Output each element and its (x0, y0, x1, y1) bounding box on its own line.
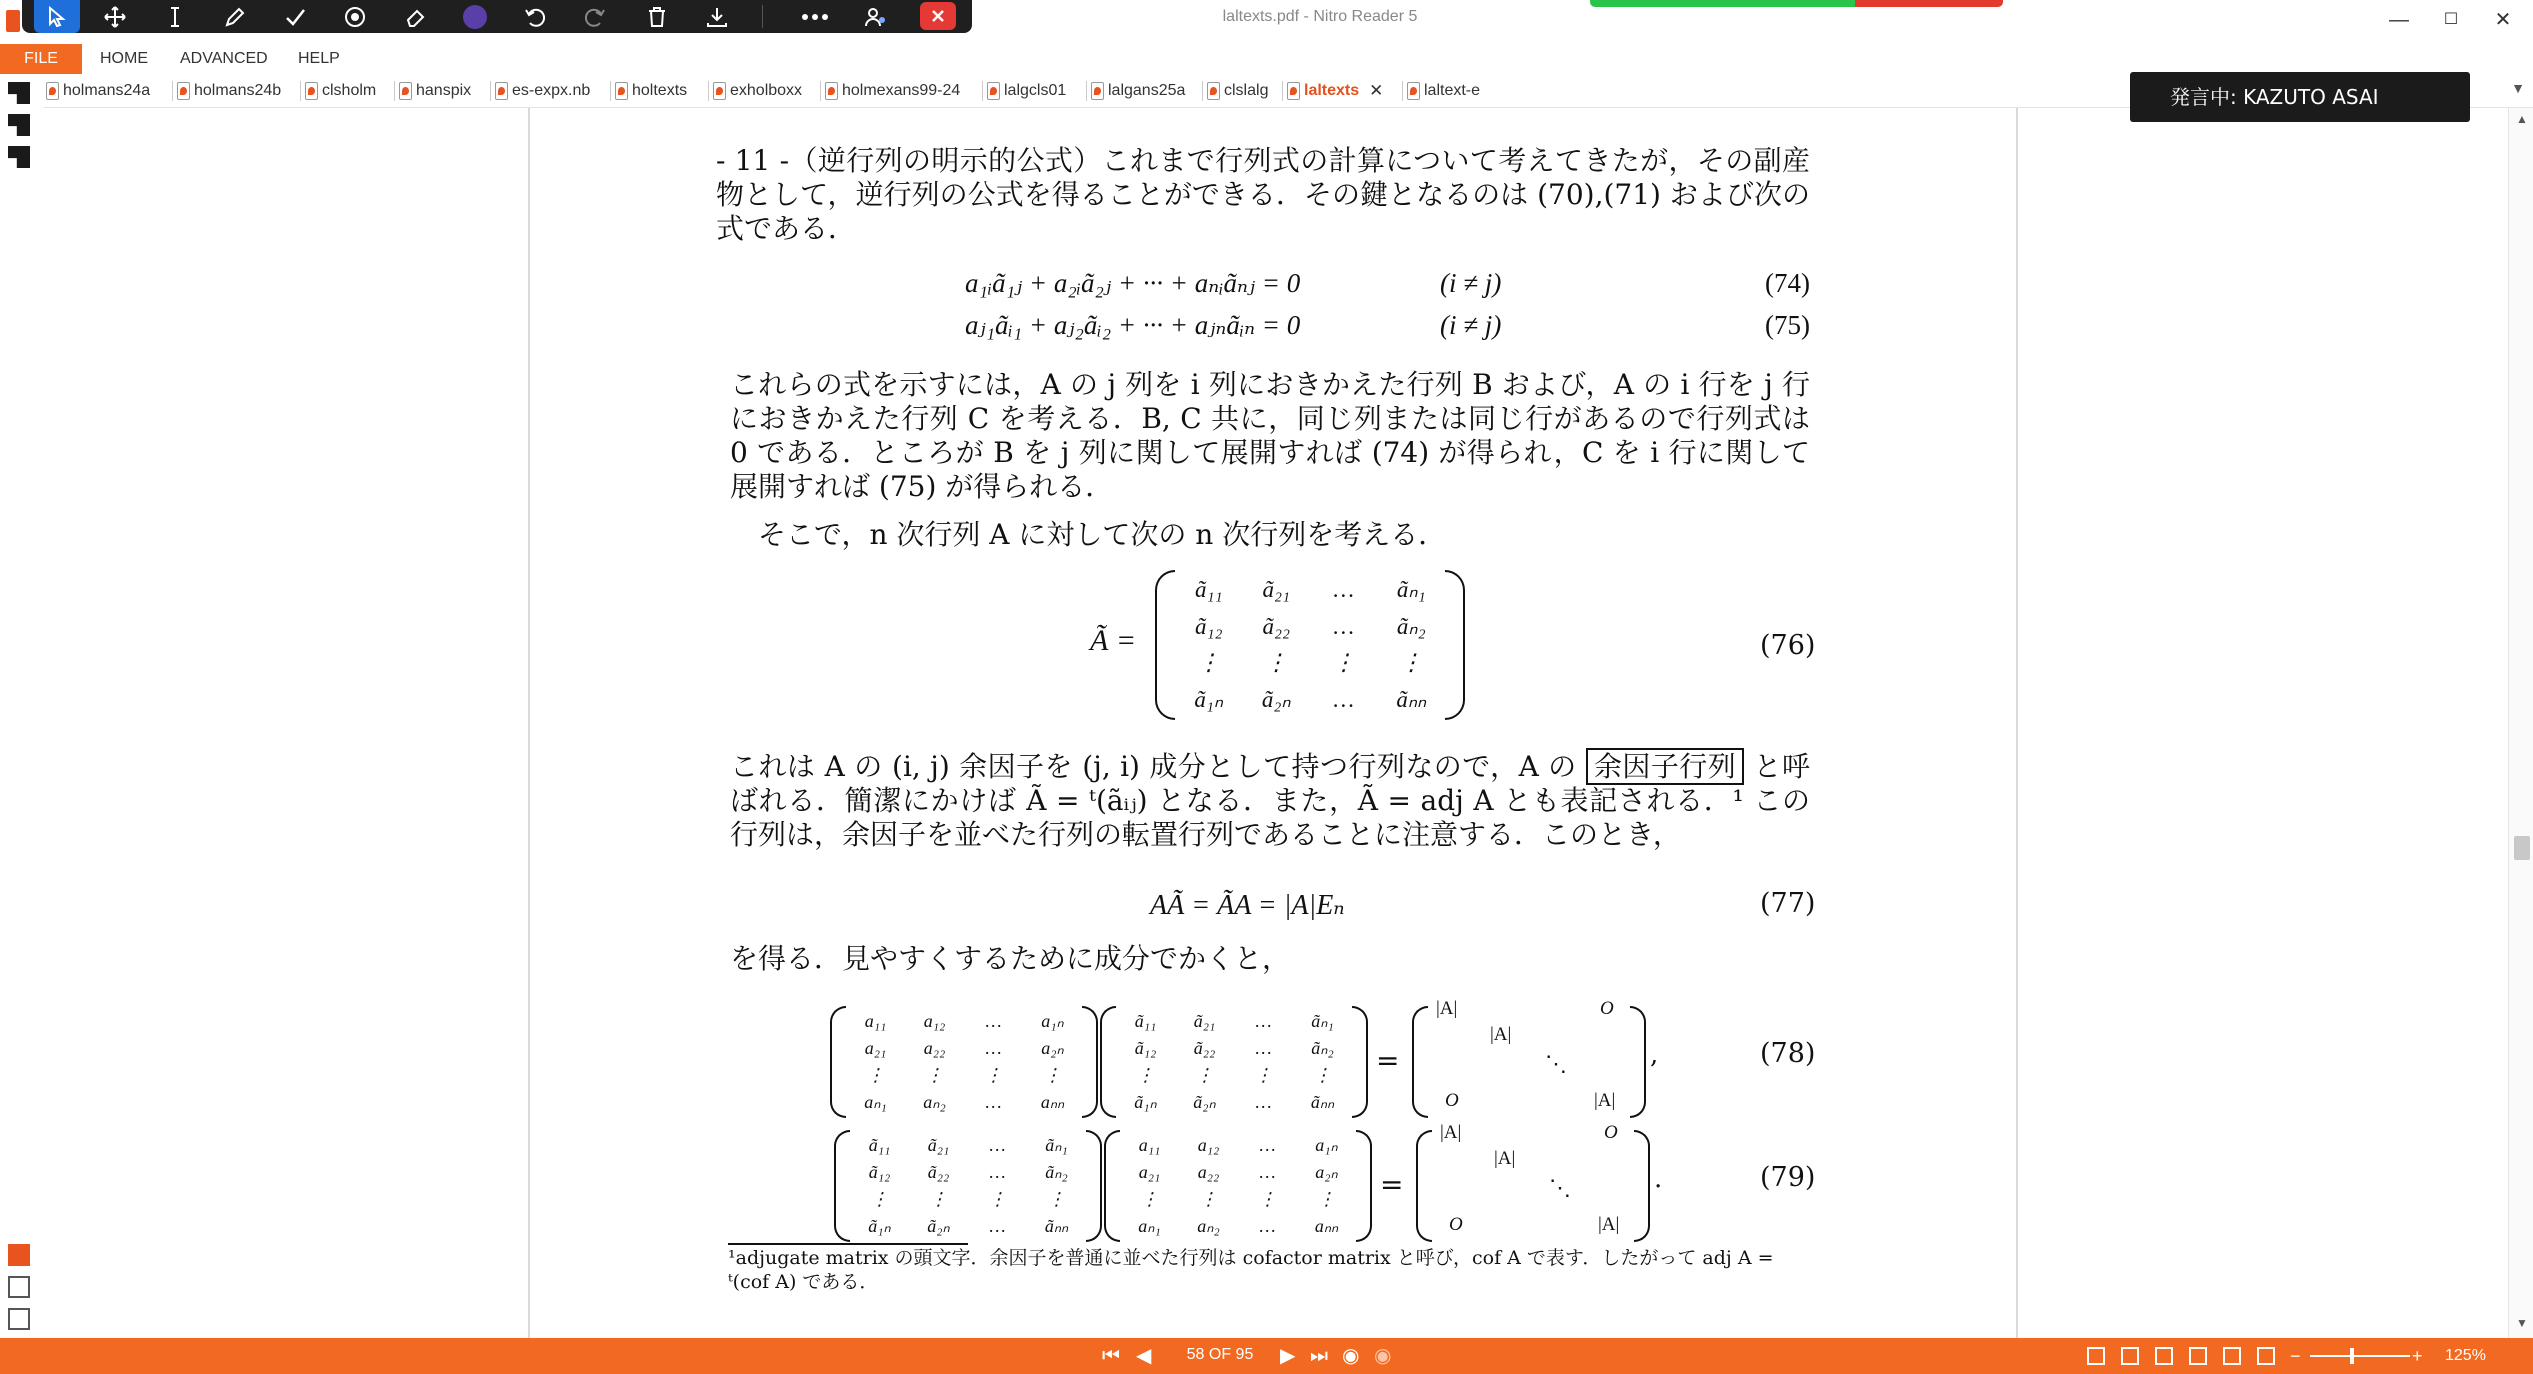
matrix-entry: ã₁₁ (1195, 577, 1223, 603)
pen-icon[interactable] (212, 0, 258, 33)
tab-divider (490, 81, 491, 101)
zero-block: O (1445, 1090, 1459, 1111)
zero-block: O (1600, 998, 1614, 1019)
paragraph-adjugate-text-a: これは A の (i, j) 余因子を (j, i) 成分として持つ行列なので，A の (730, 750, 1577, 783)
comments-panel-icon[interactable] (8, 146, 30, 168)
matrix-entry: … (1333, 686, 1354, 712)
tab-holmexans99-24[interactable] (820, 76, 960, 106)
matrix-adjugate-79 (850, 1132, 1086, 1240)
tab-label: clsholm (322, 82, 377, 99)
matrix-entry: ⋮ (925, 1065, 944, 1085)
matrix-adjugate-78 (1116, 1008, 1352, 1116)
matrix-paren-right (1356, 1130, 1372, 1242)
matrix-entry: ⋮ (929, 1189, 948, 1209)
matrix-entry: … (1259, 1162, 1276, 1182)
diagonal-dots: ⋱ (1545, 1052, 1567, 1077)
equation-78-number: (78) (1760, 1038, 1816, 1069)
paragraph-intro: - 11 -（逆行列の明示的公式）これまで行列式の計算について考えてきたが，その副産物として，逆行列の公式を得ることができる．その鍵となるのは (70),(71) および次の式である． (716, 144, 1810, 245)
matrix-entry: a₁₁ (864, 1011, 887, 1031)
matrix-entry: ⋮ (1195, 1065, 1214, 1085)
scroll-thumb[interactable] (2514, 836, 2530, 860)
paragraph-adjugate (730, 750, 1810, 852)
matrix-paren-left (1104, 1130, 1120, 1242)
matrix-entry: ⋮ (1047, 1189, 1066, 1209)
footnote: ¹adjugate matrix の頭文字．余因子を普通に並べた行列は cofactor matrix と呼び，cof A で表す．したがって adj A = ᵗ(cof A) である． (728, 1247, 1774, 1293)
tab-divider (1086, 81, 1087, 101)
back-view-icon[interactable]: ◉ (1342, 1345, 1360, 1367)
tab-overflow-chevron-icon[interactable]: ▼ (2511, 80, 2525, 96)
window-title: laltexts.pdf - Nitro Reader 5 (1222, 8, 1418, 25)
tab-label: lalgans25a (1108, 82, 1186, 99)
delete-icon[interactable] (634, 0, 680, 33)
diag-entry: |A| (1440, 1122, 1462, 1143)
matrix-paren-left (830, 1006, 846, 1118)
vertical-scrollbar[interactable] (2508, 108, 2533, 1338)
tab-lalgcls01[interactable] (982, 76, 1066, 106)
people-icon[interactable] (852, 0, 898, 33)
matrix-entry: aₙ₂ (1197, 1216, 1220, 1236)
matrix-entry: a₁₂ (1197, 1135, 1220, 1155)
adjugate-matrix-76 (1175, 572, 1445, 718)
tab-laltext-e[interactable] (1402, 76, 1480, 106)
undo-icon[interactable] (512, 0, 558, 33)
select-icon[interactable] (34, 0, 80, 33)
equation-75-number: (75) (1765, 310, 1810, 340)
paragraph-consider: そこで，n 次行列 A に対して次の n 次行列を考える． (758, 518, 1447, 551)
matrix-entry: ãₙ₁ (1311, 1011, 1334, 1031)
equation-75 (700, 310, 1810, 350)
matrix-entry: a₁₂ (923, 1011, 946, 1031)
tab-divider (300, 81, 301, 101)
fit-page-icon[interactable] (2257, 1347, 2275, 1365)
matrix-entry: ã₁ₙ (868, 1216, 891, 1236)
matrix-entry: ã₂₂ (1262, 613, 1290, 639)
pages-panel-icon[interactable] (8, 82, 30, 104)
matrix-entry: ⋮ (1140, 1189, 1159, 1209)
tab-holmans24b[interactable] (172, 76, 281, 106)
tab-divider (1402, 81, 1403, 101)
equation-76-lhs: Ã = (1090, 624, 1137, 657)
diag-entry: |A| (1594, 1090, 1616, 1111)
close-tab-icon[interactable]: ✕ (1369, 81, 1384, 100)
matrix-entry: ã₂₂ (1193, 1038, 1216, 1058)
tab-label: laltexts (1304, 82, 1360, 99)
tab-label: holmexans99-24 (842, 82, 961, 99)
toolbar-divider (762, 5, 763, 28)
matrix-paren-right (1634, 1130, 1650, 1242)
scroll-up-icon[interactable]: ▲ (2516, 112, 2528, 126)
matrix-entry: ã₁₁ (868, 1135, 891, 1155)
zoom-level[interactable]: 125% (2445, 1347, 2486, 1364)
matrix-entry: a₁ₙ (1041, 1011, 1064, 1031)
matrix-paren-left (1412, 1006, 1428, 1118)
annotation-toolbar (22, 0, 972, 33)
tab-divider (394, 81, 395, 101)
app-logo-icon (6, 10, 20, 32)
tab-label: lalgcls01 (1004, 82, 1067, 99)
menu-advanced[interactable]: ADVANCED (180, 50, 268, 67)
status-bar (0, 1338, 2533, 1374)
pdf-file-icon (1091, 82, 1104, 100)
matrix-entry: ⋮ (866, 1065, 885, 1085)
text-cursor-icon[interactable] (152, 0, 198, 33)
tab-holmans24a[interactable] (46, 76, 150, 106)
equation-75-body: aⱼ₁ãᵢ₁ + aⱼ₂ãᵢ₂ + ··· + aⱼₙãᵢₙ = 0 (965, 310, 1301, 340)
fit-width-icon[interactable] (2223, 1347, 2241, 1365)
matrix-entry: ã₁₂ (868, 1162, 891, 1182)
matrix-entry: ⋮ (1264, 650, 1288, 676)
matrix-paren-right (1352, 1006, 1368, 1118)
tab-label: holtexts (632, 82, 688, 99)
matrix-entry: ãₙ₂ (1396, 613, 1426, 639)
list-panel-icon[interactable] (8, 1308, 30, 1330)
matrix-entry: ã₂ₙ (1261, 686, 1291, 712)
matrix-entry: aₙ₁ (864, 1092, 887, 1112)
equation-74-body: a₁ᵢã₁ⱼ + a₂ᵢã₂ⱼ + ··· + aₙᵢãₙⱼ = 0 (965, 268, 1301, 298)
minimize-button[interactable]: — (2389, 9, 2409, 31)
zoom-out-button[interactable]: − (2290, 1346, 2301, 1366)
pdf-file-icon (46, 82, 59, 100)
meeting-progress-green (1590, 0, 1855, 7)
matrix-entry: … (1259, 1135, 1276, 1155)
matrix-entry: ãₙ₁ (1396, 577, 1426, 603)
previous-page-icon[interactable]: ◀ (1136, 1345, 1152, 1367)
pdf-file-icon (177, 82, 190, 100)
equation-79-number: (79) (1760, 1162, 1816, 1193)
matrix-entry: aₙₙ (1314, 1216, 1339, 1236)
tab-divider (172, 81, 173, 101)
page-edge-right (2016, 108, 2018, 1338)
tab-clsholm[interactable] (300, 76, 376, 106)
zero-block: O (1449, 1214, 1463, 1235)
check-icon[interactable] (272, 0, 318, 33)
tab-exholboxx[interactable] (708, 76, 802, 106)
matrix-entry: ãₙₙ (1396, 686, 1427, 712)
menu-home[interactable]: HOME (100, 50, 148, 67)
equals-sign: = (1380, 1168, 1404, 1201)
next-page-icon[interactable]: ▶ (1280, 1345, 1296, 1367)
matrix-entry: … (985, 1038, 1002, 1058)
matrix-entry: ⋮ (1254, 1065, 1273, 1085)
output-panel-icon[interactable] (8, 1276, 30, 1298)
tab-label: clslalg (1224, 82, 1269, 99)
matrix-a-78 (846, 1008, 1082, 1116)
eraser-icon[interactable] (392, 0, 438, 33)
matrix-a-79 (1120, 1132, 1356, 1240)
matrix-entry: ã₁₁ (1134, 1011, 1157, 1031)
matrix-entry: ã₁ₙ (1194, 686, 1224, 712)
diag-entry: |A| (1490, 1024, 1512, 1045)
diagonal-dots: ⋱ (1549, 1176, 1571, 1201)
matrix-entry: ãₙ₂ (1045, 1162, 1068, 1182)
matrix-entry: a₂ₙ (1041, 1038, 1064, 1058)
matrix-entry: ⋮ (1258, 1189, 1277, 1209)
matrix-entry: a₁₁ (1138, 1135, 1161, 1155)
pdf-file-icon (1407, 82, 1420, 100)
matrix-entry: aₙ₂ (923, 1092, 946, 1112)
matrix-entry: … (1255, 1038, 1272, 1058)
scroll-down-icon[interactable]: ▼ (2516, 1316, 2528, 1330)
matrix-entry: ã₂₁ (1262, 577, 1290, 603)
paragraph-proof: これらの式を示すには，A の j 列を i 列におきかえた行列 B および，A の i 行を j 行におきかえた行列 C を考える．B, C 共に，同じ列または同じ行があるので行列式は 0 である．ところが B を j 列に関して展開すれば (74) が得られ，C を i 行に関して展開すれば (75) が得られる． (730, 368, 1810, 503)
tab-laltexts[interactable] (1282, 76, 1383, 106)
pdf-file-icon (825, 82, 838, 100)
matrix-entry: ⋮ (1197, 650, 1221, 676)
matrix-paren-right (1630, 1006, 1646, 1118)
pdf-file-icon (495, 82, 508, 100)
matrix-entry: ⋮ (870, 1189, 889, 1209)
matrix-entry: a₂₁ (864, 1038, 887, 1058)
paragraph-components: を得る．見やすくするために成分でかくと， (730, 942, 1291, 975)
matrix-paren-left (834, 1130, 850, 1242)
pdf-file-icon (987, 82, 1000, 100)
zoom-in-button[interactable]: + (2412, 1346, 2423, 1366)
matrix-entry: a₂₁ (1138, 1162, 1161, 1182)
matrix-entry: … (985, 1092, 1002, 1112)
matrix-entry: ⋮ (984, 1065, 1003, 1085)
tab-clslalg[interactable] (1202, 76, 1268, 106)
equation-74-number: (74) (1765, 268, 1810, 298)
matrix-entry: ãₙₙ (1044, 1216, 1069, 1236)
equation-77-body: AÃ = ÃA = |A|Eₙ (1150, 890, 1345, 921)
matrix-entry: … (985, 1011, 1002, 1031)
matrix-entry: … (1259, 1216, 1276, 1236)
matrix-entry: a₂₂ (1197, 1162, 1220, 1182)
meeting-progress-red (1855, 0, 2003, 7)
matrix-entry: … (989, 1216, 1006, 1236)
footnote-rule (728, 1243, 968, 1245)
menu-help[interactable]: HELP (298, 50, 340, 67)
matrix-entry: a₂ₙ (1315, 1162, 1338, 1182)
matrix-entry: … (989, 1162, 1006, 1182)
matrix-entry: ãₙₙ (1310, 1092, 1335, 1112)
pdf-file-icon (305, 82, 318, 100)
matrix-entry: aₙₙ (1040, 1092, 1065, 1112)
download-icon[interactable] (694, 0, 740, 33)
pan-icon[interactable] (92, 0, 138, 33)
matrix-entry: ã₂₁ (927, 1135, 950, 1155)
equation-79-period: . (1654, 1164, 1663, 1194)
equation-75-condition: (i ≠ j) (1440, 310, 1502, 340)
tab-label: es-expx.nb (512, 82, 591, 99)
matrix-entry: a₂₂ (923, 1038, 946, 1058)
ribbon-menu (0, 44, 2533, 74)
matrix-entry: … (1333, 577, 1354, 603)
matrix-entry: … (1333, 613, 1354, 639)
matrix-entry: … (1255, 1092, 1272, 1112)
equation-77-number: (77) (1760, 888, 1816, 919)
matrix-entry: … (1255, 1011, 1272, 1031)
matrix-entry: ã₁ₙ (1134, 1092, 1157, 1112)
maximize-button[interactable]: ☐ (2443, 11, 2459, 28)
forward-view-icon[interactable]: ◉ (1374, 1345, 1392, 1367)
tab-divider (708, 81, 709, 101)
matrix-paren-left (1155, 570, 1175, 720)
matrix-entry: ã₂ₙ (927, 1216, 950, 1236)
page-edge-left (528, 108, 530, 1338)
matrix-entry: a₁ₙ (1315, 1135, 1338, 1155)
pdf-file-icon (399, 82, 412, 100)
pdf-file-icon (1207, 82, 1220, 100)
tab-divider (820, 81, 821, 101)
left-panel-toolbar (0, 76, 40, 1338)
matrix-entry: ã₁₂ (1195, 613, 1223, 639)
zero-block: O (1604, 1122, 1618, 1143)
matrix-paren-left (1100, 1006, 1116, 1118)
matrix-entry: ã₂₂ (927, 1162, 950, 1182)
pdf-file-icon (713, 82, 726, 100)
matrix-entry: ã₁₂ (1134, 1038, 1157, 1058)
matrix-entry: ã₂₁ (1193, 1011, 1216, 1031)
diag-entry: |A| (1436, 998, 1458, 1019)
diag-entry: |A| (1494, 1148, 1516, 1169)
bookmarks-panel-icon[interactable] (8, 114, 30, 136)
matrix-paren-right (1082, 1006, 1098, 1118)
matrix-paren-right (1086, 1130, 1102, 1242)
tab-hanspix[interactable] (394, 76, 471, 106)
matrix-entry: ⋮ (1313, 1065, 1332, 1085)
tab-divider (610, 81, 611, 101)
paragraph-adjugate-text-b: と呼ばれる．簡潔にかけば Ã = ᵗ(ãᵢⱼ) となる．また，Ã = adj A とも表記される．¹ この行列は，余因子を並べた行列の転置行列であることに注意する．このとき， (730, 750, 1810, 851)
redo-icon[interactable] (572, 0, 618, 33)
continuous-view-icon[interactable] (2121, 1347, 2139, 1365)
matrix-entry: ⋮ (1399, 650, 1423, 676)
close-window-button[interactable]: ✕ (2494, 9, 2512, 31)
matrix-paren-left (1416, 1130, 1432, 1242)
matrix-paren-right (1445, 570, 1465, 720)
stamp-icon[interactable] (332, 0, 378, 33)
tab-label: exholboxx (730, 82, 803, 99)
page-indicator[interactable]: 58 OF 95 (1186, 1346, 1254, 1363)
tab-label: holmans24b (194, 82, 282, 99)
facing-continuous-view-icon[interactable] (2189, 1347, 2207, 1365)
tab-holtexts[interactable] (610, 76, 687, 106)
equals-sign: = (1376, 1044, 1400, 1077)
matrix-entry: ⋮ (1043, 1065, 1062, 1085)
matrix-entry: ⋮ (1136, 1065, 1155, 1085)
matrix-entry: ⋮ (1317, 1189, 1336, 1209)
tab-lalgans25a[interactable] (1086, 76, 1185, 106)
equation-76-number: (76) (1760, 630, 1816, 661)
zoom-slider-knob[interactable] (2350, 1348, 2354, 1364)
color-icon[interactable] (452, 0, 498, 33)
first-page-icon[interactable]: ⏮ (1102, 1345, 1120, 1367)
menu-file[interactable]: FILE (0, 44, 82, 74)
matrix-entry: … (989, 1135, 1006, 1155)
more-icon[interactable] (792, 0, 838, 33)
single-page-view-icon[interactable] (2087, 1347, 2105, 1365)
boxed-term: 余因子行列 (1586, 748, 1744, 785)
matrix-entry: ãₙ₁ (1045, 1135, 1068, 1155)
matrix-entry: ⋮ (1332, 650, 1356, 676)
zoom-slider[interactable] (2310, 1355, 2410, 1357)
diag-entry: |A| (1598, 1214, 1620, 1235)
matrix-entry: ⋮ (1199, 1189, 1218, 1209)
tab-divider (1202, 81, 1203, 101)
equation-74-condition: (i ≠ j) (1440, 268, 1502, 298)
close-toolbar-icon[interactable] (920, 2, 956, 30)
tab-label: holmans24a (63, 82, 151, 99)
tab-divider (982, 81, 983, 101)
pdf-file-icon (615, 82, 628, 100)
matrix-entry: ⋮ (988, 1189, 1007, 1209)
attachments-panel-icon[interactable] (8, 1244, 30, 1266)
matrix-entry: aₙ₁ (1138, 1216, 1161, 1236)
facing-view-icon[interactable] (2155, 1347, 2173, 1365)
pdf-file-icon (1287, 82, 1300, 100)
matrix-entry: ãₙ₂ (1311, 1038, 1334, 1058)
equation-74 (700, 268, 1810, 308)
speaking-indicator: 発言中: KAZUTO ASAI (2130, 72, 2470, 122)
equation-78-comma: , (1650, 1040, 1659, 1070)
tab-label: hanspix (416, 82, 472, 99)
tab-divider (1282, 81, 1283, 101)
last-page-icon[interactable]: ⏭ (1310, 1345, 1328, 1367)
tab-es-expx[interactable] (490, 76, 590, 106)
matrix-entry: ã₂ₙ (1193, 1092, 1216, 1112)
tab-label: laltext-e (1424, 82, 1481, 99)
